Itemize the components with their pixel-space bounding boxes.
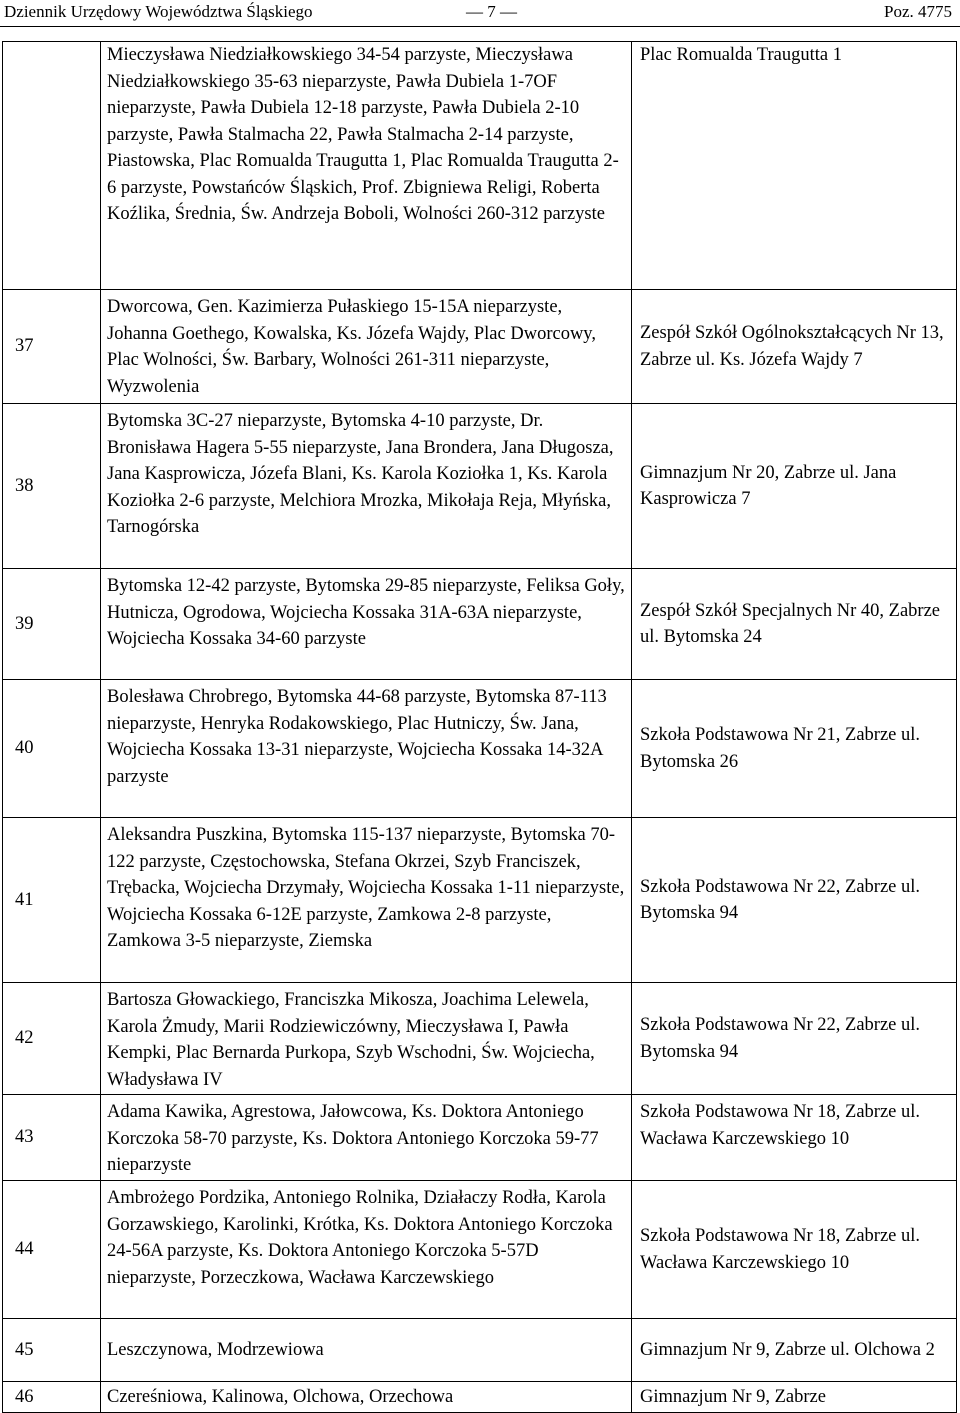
- streets-cell: [101, 290, 632, 404]
- streets-cell: [101, 404, 632, 569]
- school-cell: [632, 404, 957, 569]
- school-text: Szkoła Podstawowa Nr 18, Zabrze ul. Wacława Karczewskiego 10: [640, 1226, 921, 1273]
- school-text: Gimnazjum Nr 20, Zabrze ul. Jana Kasprowicza 7: [640, 462, 897, 509]
- streets-text: Ambrożego Pordzika, Antoniego Rolnika, Działaczy Rodła, Karola Gorzawskiego, Karolinki, Krótka, Ks. Doktora Antoniego Korczoka 24-56A parzyste, Ks. Doktora Antoniego Korczoka 5-57D nieparzyste, Porzeczkowa, Wacława Karczewskiego: [107, 1188, 613, 1288]
- school-text: Plac Romualda Traugutta 1: [640, 45, 842, 65]
- streets-text: Bytomska 3C-27 nieparzyste, Bytomska 4-10 parzyste, Dr. Bronisława Hagera 5-55 nieparzyste, Jana Brondera, Jana Długosza, Jana Kasprowicza, Józefa Blani, Ks. Karola Koziołka 1, Ks. Karola Koziołka 2-6 parzyste, Melchiora Mrozka, Mikołaja Reja, Młyńska, Tarnogórska: [107, 411, 614, 537]
- district-table: [2, 41, 957, 1413]
- streets-text: Bartosza Głowackiego, Franciszka Mikosza, Joachima Lelewela, Karola Żmudy, Marii Rodziewiczówny, Mieczysława I, Pawła Kempki, Plac Bernarda Purkopa, Szyb Wschodni, Św. Wojciecha, Władysława IV: [107, 990, 595, 1090]
- streets-cell: [101, 1095, 632, 1181]
- table-row: [3, 42, 957, 290]
- school-text: Gimnazjum Nr 9, Zabrze ul. Olchowa 2: [640, 1339, 935, 1360]
- table-row: [3, 1095, 957, 1181]
- school-text: Szkoła Podstawowa Nr 18, Zabrze ul. Wacława Karczewskiego 10: [640, 1102, 921, 1149]
- school-cell: [632, 42, 957, 290]
- streets-cell: [101, 680, 632, 818]
- district-number: 46: [3, 1382, 101, 1413]
- district-number: 41: [3, 818, 101, 983]
- district-number: 43: [3, 1095, 101, 1181]
- header-divider: [0, 26, 960, 27]
- district-number: 42: [3, 983, 101, 1095]
- table-row: [3, 404, 957, 569]
- school-text: Zespół Szkół Specjalnych Nr 40, Zabrze ul. Bytomska 24: [640, 600, 941, 647]
- table-row: [3, 1181, 957, 1319]
- streets-cell: [101, 818, 632, 983]
- streets-text: Bolesława Chrobrego, Bytomska 44-68 parzyste, Bytomska 87-113 nieparzyste, Henryka Rodakowskiego, Plac Hutniczy, Św. Jana, Wojciecha Kossaka 13-31 nieparzyste, Wojciecha Kossaka 14-32A parzyste: [107, 687, 607, 787]
- table-row: [3, 680, 957, 818]
- school-cell: [632, 1382, 957, 1413]
- journal-title: Dziennik Urzędowy Województwa Śląskiego: [4, 2, 313, 21]
- school-cell: [632, 818, 957, 983]
- school-text: Szkoła Podstawowa Nr 22, Zabrze ul. Bytomska 94: [640, 876, 921, 923]
- page-number: — 7 —: [466, 2, 517, 21]
- streets-cell: [101, 1319, 632, 1382]
- district-number: 45: [3, 1319, 101, 1382]
- table-row: [3, 290, 957, 404]
- streets-cell: [101, 569, 632, 680]
- streets-text: Aleksandra Puszkina, Bytomska 115-137 nieparzyste, Bytomska 70-122 parzyste, Częstochowska, Stefana Okrzei, Szyb Franciszek, Trębacka, Wojciecha Drzymały, Wojciecha Kossaka 1-11 nieparzyste, Wojciecha Kossaka 6-12E parzyste, Zamkowa 2-8 parzyste, Zamkowa 3-5 nieparzyste, Ziemska: [107, 825, 625, 951]
- streets-cell: [101, 1181, 632, 1319]
- district-number: 44: [3, 1181, 101, 1319]
- district-number: 39: [3, 569, 101, 680]
- streets-text: Mieczysława Niedziałkowskiego 34-54 parzyste, Mieczysława Niedziałkowskiego 35-63 nieparzyste, Pawła Dubiela 1-7OF nieparzyste, Pawła Dubiela 12-18 parzyste, Pawła Dubiela 2-10 parzyste, Pawła Stalmacha 22, Pawła Stalmacha 2-14 parzyste, Piastowska, Plac Romualda Traugutta 1, Plac Romualda Traugutta 2-6 parzyste, Powstańców Śląskich, Prof. Zbigniewa Religi, Roberta Koźlika, Średnia, Św. Andrzeja Boboli, Wolności 260-312 parzyste: [107, 45, 619, 224]
- school-text: Gimnazjum Nr 9, Zabrze: [640, 1386, 826, 1407]
- district-number: 38: [3, 404, 101, 569]
- table-row: [3, 569, 957, 680]
- district-number: 37: [3, 290, 101, 404]
- table-row: [3, 983, 957, 1095]
- district-number: [3, 42, 101, 290]
- school-text: Szkoła Podstawowa Nr 22, Zabrze ul. Bytomska 94: [640, 1015, 921, 1062]
- school-cell: [632, 983, 957, 1095]
- school-cell: [632, 569, 957, 680]
- school-cell: [632, 1181, 957, 1319]
- streets-text: Leszczynowa, Modrzewiowa: [107, 1339, 324, 1360]
- school-text: Zespół Szkół Ogólnokształcących Nr 13, Zabrze ul. Ks. Józefa Wajdy 7: [640, 323, 944, 370]
- school-cell: [632, 290, 957, 404]
- position-number: Poz. 4775: [884, 2, 952, 21]
- streets-cell: [101, 42, 632, 290]
- school-cell: [632, 1095, 957, 1181]
- streets-text: Czereśniowa, Kalinowa, Olchowa, Orzechowa: [107, 1386, 454, 1407]
- table-row: [3, 1382, 957, 1413]
- district-number: 40: [3, 680, 101, 818]
- school-text: Szkoła Podstawowa Nr 21, Zabrze ul. Bytomska 26: [640, 725, 921, 772]
- streets-cell: [101, 1382, 632, 1413]
- page-header: [0, 0, 960, 28]
- streets-text: Dworcowa, Gen. Kazimierza Pułaskiego 15-15A nieparzyste, Johanna Goethego, Kowalska, Ks. Józefa Wajdy, Plac Dworcowy, Plac Wolności, Św. Barbary, Wolności 261-311 nieparzyste, Wyzwolenia: [107, 297, 596, 397]
- school-cell: [632, 1319, 957, 1382]
- school-cell: [632, 680, 957, 818]
- streets-cell: [101, 983, 632, 1095]
- streets-text: Adama Kawika, Agrestowa, Jałowcowa, Ks. Doktora Antoniego Korczoka 58-70 parzyste, Ks. Doktora Antoniego Korczoka 59-77 nieparzyste: [107, 1102, 599, 1175]
- streets-text: Bytomska 12-42 parzyste, Bytomska 29-85 nieparzyste, Feliksa Goły, Hutnicza, Ogrodowa, Wojciecha Kossaka 31A-63A nieparzyste, Wojciecha Kossaka 34-60 parzyste: [107, 576, 625, 649]
- table-row: [3, 1319, 957, 1382]
- table-row: [3, 818, 957, 983]
